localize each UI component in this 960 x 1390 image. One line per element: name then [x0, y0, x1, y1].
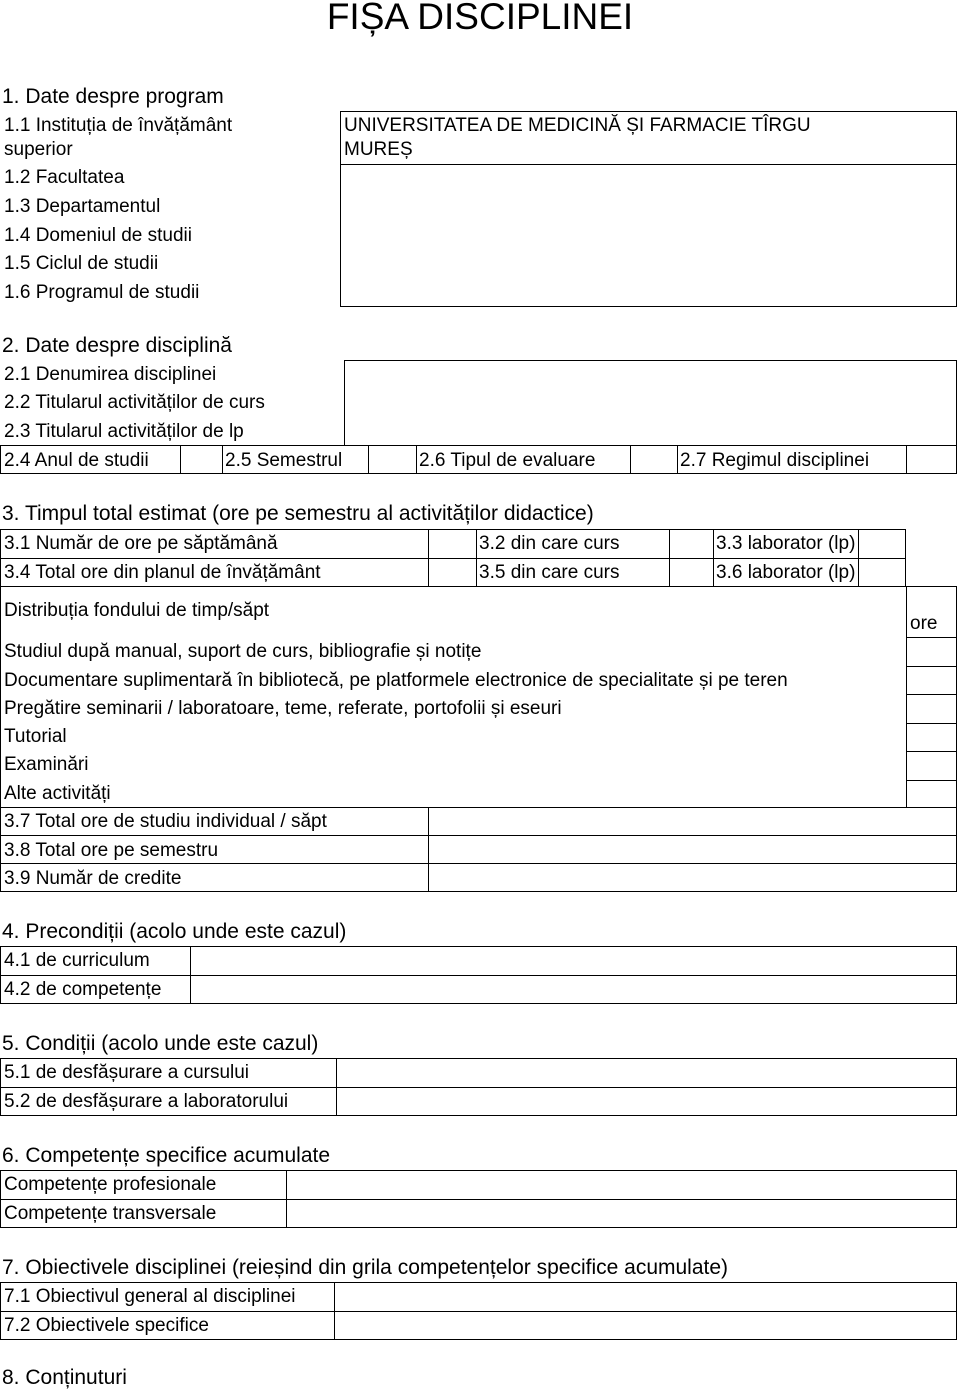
- section-2-heading: 2. Date despre disciplină: [2, 334, 232, 357]
- discipline-name-label: 2.1 Denumirea disciplinei: [4, 364, 217, 385]
- domain-label: 1.4 Domeniul de studii: [4, 225, 192, 246]
- evaluation-label: 2.6 Tipul de evaluare: [419, 450, 596, 471]
- individual-study-total-label: 3.7 Total ore de studiu individual / săpt: [4, 811, 327, 832]
- weekly-hours-label: 3.1 Număr de ore pe săptămână: [4, 533, 278, 554]
- lab-conditions-label: 5.2 de desfășurare a laboratorului: [4, 1091, 289, 1112]
- page-title: FIȘA DISCIPLINEI: [326, 0, 634, 37]
- course-holder-label: 2.2 Titularul activităților de curs: [4, 392, 265, 413]
- institution-value: UNIVERSITATEA DE MEDICINĂ ȘI FARMACIE TÎRGU: [344, 115, 811, 136]
- section-3-heading: 3. Timpul total estimat (ore pe semestru al activităților didactice): [2, 502, 594, 525]
- professional-competences-label: Competențe profesionale: [4, 1174, 217, 1195]
- section-4-heading: 4. Precondiții (acolo unde este cazul): [2, 920, 347, 943]
- section-7-heading: 7. Obiectivele disciplinei (reieșind din grila competențelor specifice acumulate): [2, 1256, 729, 1279]
- year-label: 2.4 Anul de studii: [4, 450, 149, 471]
- course-conditions-label: 5.1 de desfășurare a cursului: [4, 1062, 250, 1083]
- institution-label-2: superior: [4, 139, 73, 160]
- lab-holder-label: 2.3 Titularul activităților de lp: [4, 421, 244, 442]
- section-8-heading: 8. Conținuturi: [2, 1366, 127, 1389]
- activity-item: Studiul după manual, suport de curs, bibliografie și notițe: [4, 641, 482, 662]
- credits-label: 3.9 Număr de credite: [4, 868, 182, 889]
- section-1-heading: 1. Date despre program: [2, 85, 224, 108]
- weekly-course-label: 3.2 din care curs: [479, 533, 620, 554]
- regime-label: 2.7 Regimul disciplinei: [680, 450, 870, 471]
- activity-item: Documentare suplimentară în bibliotecă, pe platformele electronice de specialitate și pe teren: [4, 670, 788, 691]
- competences-label: 4.2 de competențe: [4, 979, 162, 1000]
- weekly-lab-label: 3.3 laborator (lp): [716, 533, 856, 554]
- discipline-values-box: [344, 360, 957, 446]
- program-values-box: [340, 111, 957, 307]
- activity-item: Examinări: [4, 754, 89, 775]
- institution-label: 1.1 Instituția de învățământ: [4, 115, 233, 136]
- total-hours-label: 3.4 Total ore din planul de învățământ: [4, 562, 321, 583]
- specific-objectives-label: 7.2 Obiectivele specifice: [4, 1315, 209, 1336]
- activity-item: Pregătire seminarii / laboratoare, teme, referate, portofolii și eseuri: [4, 698, 562, 719]
- institution-value-2: MUREȘ: [344, 139, 413, 160]
- faculty-label: 1.2 Facultatea: [4, 167, 125, 188]
- program-label: 1.6 Programul de studii: [4, 282, 200, 303]
- hours-column-header: ore: [910, 613, 938, 634]
- curriculum-label: 4.1 de curriculum: [4, 950, 150, 971]
- semester-label: 2.5 Semestrul: [225, 450, 343, 471]
- semester-total-label: 3.8 Total ore pe semestru: [4, 840, 219, 861]
- cycle-label: 1.5 Ciclul de studii: [4, 253, 159, 274]
- activity-item: Alte activități: [4, 783, 111, 804]
- activity-item: Tutorial: [4, 726, 67, 747]
- section-5-heading: 5. Condiții (acolo unde este cazul): [2, 1032, 319, 1055]
- transversal-competences-label: Competențe transversale: [4, 1203, 217, 1224]
- general-objective-label: 7.1 Obiectivul general al disciplinei: [4, 1286, 296, 1307]
- department-label: 1.3 Departamentul: [4, 196, 161, 217]
- section-6-heading: 6. Competențe specifice acumulate: [2, 1144, 331, 1167]
- total-course-label: 3.5 din care curs: [479, 562, 620, 583]
- total-lab-label: 3.6 laborator (lp): [716, 562, 856, 583]
- distribution-label: Distribuția fondului de timp/săpt: [4, 600, 270, 621]
